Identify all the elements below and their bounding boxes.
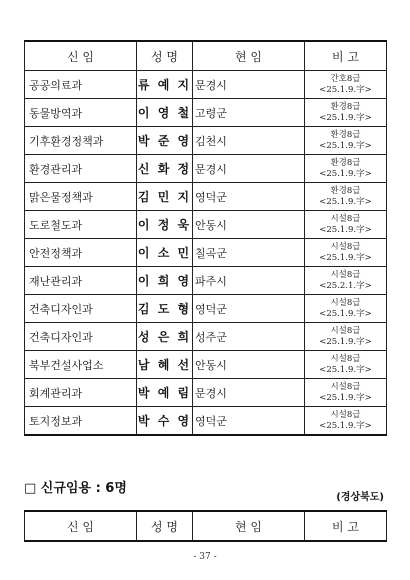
row-name: 김 민 지 [137,183,193,211]
row-note-date: <25.1.9.字> [319,336,372,347]
table-row [25,183,387,211]
table-row [25,99,387,127]
row-name: 박 예 림 [137,379,193,407]
row-dept: 건축디자인과 [25,295,137,323]
row-note-date: <25.1.9.字> [319,112,372,123]
row-name: 박 준 영 [137,127,193,155]
row-current: 파주시 [193,267,305,295]
row-note-grade: 시설8급 [330,297,361,308]
header-remarks [305,41,387,71]
row-note [305,211,387,239]
row-current: 안동시 [193,351,305,379]
table-row [25,379,387,407]
row-note-date: <25.1.9.字> [319,224,372,235]
row-current: 문경시 [193,71,305,99]
page-number: - 37 - [193,552,217,562]
row-note-grade: 시설8급 [330,269,361,280]
row-dept: 북부건설사업소 [25,351,137,379]
row-note [305,71,387,99]
header-name [137,41,193,71]
row-dept: 토지정보과 [25,407,137,436]
row-note-grade: 환경8급 [330,101,361,112]
transfer-table [24,40,387,436]
row-note [305,155,387,183]
row-dept: 도로철도과 [25,211,137,239]
row-note-grade: 시설8급 [330,241,361,252]
header-name [137,511,193,541]
row-dept: 재난관리과 [25,267,137,295]
row-note-date: <25.1.9.字> [319,252,372,263]
row-note-date: <25.1.9.字> [319,196,372,207]
row-dept: 환경관리과 [25,155,137,183]
row-name: 남 혜 선 [137,351,193,379]
table-row [25,407,387,436]
header-remarks [305,511,387,541]
region-label: (경상북도) [336,492,384,503]
row-note-grade: 환경8급 [330,157,361,168]
header-current-post [193,511,305,541]
header-current-post-label: 현 임 [235,519,262,534]
row-note-grade: 간호8급 [330,73,361,84]
row-current: 영덕군 [193,295,305,323]
row-note [305,323,387,351]
row-dept: 맑은물정책과 [25,183,137,211]
row-note [305,407,387,436]
row-note-date: <25.1.9.字> [319,168,372,179]
row-name: 이 영 철 [137,99,193,127]
row-note-date: <25.1.9.字> [319,84,372,95]
header-remarks-label: 비 고 [332,49,359,64]
row-name: 이 정 욱 [137,211,193,239]
row-note-date: <25.1.9.字> [319,420,372,431]
header-new-post [25,511,137,541]
row-note [305,379,387,407]
row-dept: 동물방역과 [25,99,137,127]
row-note-date: <25.1.9.字> [319,364,372,375]
row-note-date: <25.1.9.字> [319,392,372,403]
row-note-grade: 시설8급 [330,213,361,224]
header-current-post-label: 현 임 [235,49,262,64]
row-note [305,99,387,127]
row-name: 이 소 민 [137,239,193,267]
row-current: 성주군 [193,323,305,351]
table-row [25,127,387,155]
row-dept: 안전정책과 [25,239,137,267]
row-note-date: <25.1.9.字> [319,308,372,319]
row-note [305,351,387,379]
table-header-row [25,511,387,541]
row-name: 이 희 영 [137,267,193,295]
header-name-label: 성 명 [151,519,178,534]
row-name: 박 수 영 [137,407,193,436]
table-row [25,295,387,323]
row-current: 고령군 [193,99,305,127]
table-row [25,211,387,239]
row-note-date: <25.1.9.字> [319,140,372,151]
row-name: 김 도 형 [137,295,193,323]
table-header-row [25,41,387,71]
row-note-grade: 환경8급 [330,185,361,196]
row-current: 문경시 [193,379,305,407]
header-current-post [193,41,305,71]
row-note-grade: 시설8급 [330,353,361,364]
header-new-post-label: 신 임 [67,49,94,64]
row-dept: 기후환경정책과 [25,127,137,155]
header-new-post [25,41,137,71]
row-note-date: <25.2.1.字> [319,280,372,291]
row-note-grade: 시설8급 [330,381,361,392]
row-note [305,239,387,267]
row-dept: 공공의료과 [25,71,137,99]
row-current: 김천시 [193,127,305,155]
header-name-label: 성 명 [151,49,178,64]
row-current: 영덕군 [193,183,305,211]
table-row [25,239,387,267]
row-note-grade: 시설8급 [330,409,361,420]
header-new-post-label: 신 임 [67,519,94,534]
row-name: 성 은 희 [137,323,193,351]
new-hire-table-header [24,510,387,542]
section-title: □ 신규임용 : 6명 [24,481,127,496]
row-note-grade: 시설8급 [330,325,361,336]
table-row [25,267,387,295]
row-note [305,127,387,155]
header-remarks-label: 비 고 [332,519,359,534]
row-name: 신 화 정 [137,155,193,183]
row-current: 칠곡군 [193,239,305,267]
table-row [25,155,387,183]
row-note-grade: 환경8급 [330,129,361,140]
row-note [305,183,387,211]
row-note [305,295,387,323]
row-current: 영덕군 [193,407,305,436]
row-current: 안동시 [193,211,305,239]
row-dept: 회계관리과 [25,379,137,407]
table-row [25,351,387,379]
row-current: 문경시 [193,155,305,183]
table-row [25,323,387,351]
row-note [305,267,387,295]
row-dept: 건축디자인과 [25,323,137,351]
table-row [25,71,387,99]
row-name: 류 예 지 [137,71,193,99]
